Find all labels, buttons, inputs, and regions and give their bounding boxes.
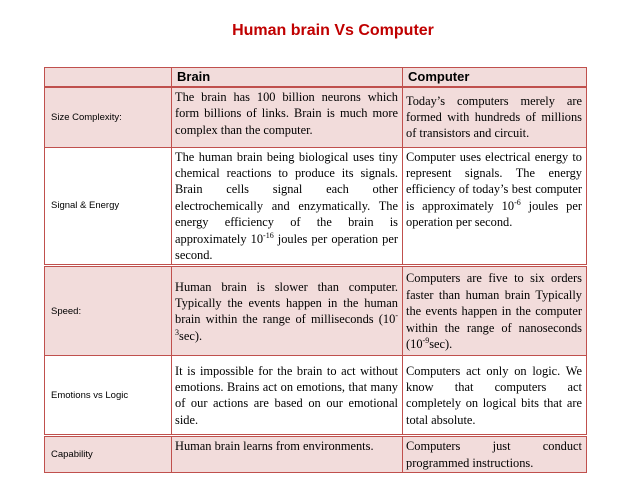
computer-speed-text: Computers are five to six orders faster than human brain Typically the events happen in the computer within the range of nanoseconds (10	[406, 271, 582, 351]
row-label-signal-energy: Signal & Energy	[45, 147, 172, 266]
computer-signal-energy-text: Computer uses electrical energy to represent signals. The energy efficiency of today’s best computer is approximately 10	[406, 149, 582, 213]
brain-signal-energy-exponent: -16	[263, 230, 274, 240]
brain-speed-exponent: -3	[175, 311, 398, 337]
comparison-table	[44, 67, 587, 473]
row-label-speed: Speed:	[45, 266, 172, 356]
brain-emotions-vs-logic: It is impossible for the brain to act without emotions. Brains act on emotions, that many of our actions are based on our emotional side.	[172, 356, 403, 436]
page-title: Human brain Vs Computer	[232, 22, 434, 39]
brain-capability: Human brain learns from environments.	[172, 436, 403, 473]
computer-speed	[403, 266, 587, 356]
brain-speed-unit: sec).	[179, 328, 203, 343]
computer-size-complexity: Today’s computers merely are formed with hundreds of millions of transistors and circuit.	[403, 87, 587, 147]
computer-speed-exponent: -9	[422, 335, 430, 345]
table-row	[45, 266, 587, 356]
computer-signal-energy	[403, 147, 587, 266]
header-row	[45, 68, 587, 88]
table-row	[45, 356, 587, 436]
header-empty-cell	[45, 68, 172, 88]
brain-speed	[172, 266, 403, 356]
computer-speed-unit: sec).	[429, 336, 453, 351]
header-computer: Computer	[403, 68, 587, 88]
row-label-size-complexity: Size Complexity:	[45, 87, 172, 147]
table-row	[45, 87, 587, 147]
brain-signal-energy-text: The human brain being biological uses tiny chemical reactions to produce its signals. Brain cells signal each other electrochemically and enzymatically. The energy efficiency of the brain is approximately 10	[175, 149, 398, 246]
brain-size-complexity: The brain has 100 billion neurons which form billions of links. Brain is much more complex than the computer.	[172, 87, 403, 147]
brain-signal-energy-unit: joules per operation per second.	[175, 231, 398, 262]
header-brain: Brain	[172, 68, 403, 88]
brain-speed-text: Human brain is slower than computer. Typically the events happen in the human brain within the range of milliseconds (10	[175, 279, 398, 327]
table-row	[45, 436, 587, 473]
row-label-emotions-vs-logic: Emotions vs Logic	[45, 356, 172, 436]
computer-signal-energy-exponent: -6	[514, 197, 521, 207]
computer-capability: Computers just conduct programmed instructions.	[403, 436, 587, 473]
row-label-capability: Capability	[45, 436, 172, 473]
computer-emotions-vs-logic: Computers act only on logic. We know that computers act completely on logical bits that are total absolute.	[403, 356, 587, 436]
brain-signal-energy	[172, 147, 403, 266]
computer-signal-energy-unit: joules per operation per second.	[406, 198, 582, 230]
table-row	[45, 147, 587, 266]
